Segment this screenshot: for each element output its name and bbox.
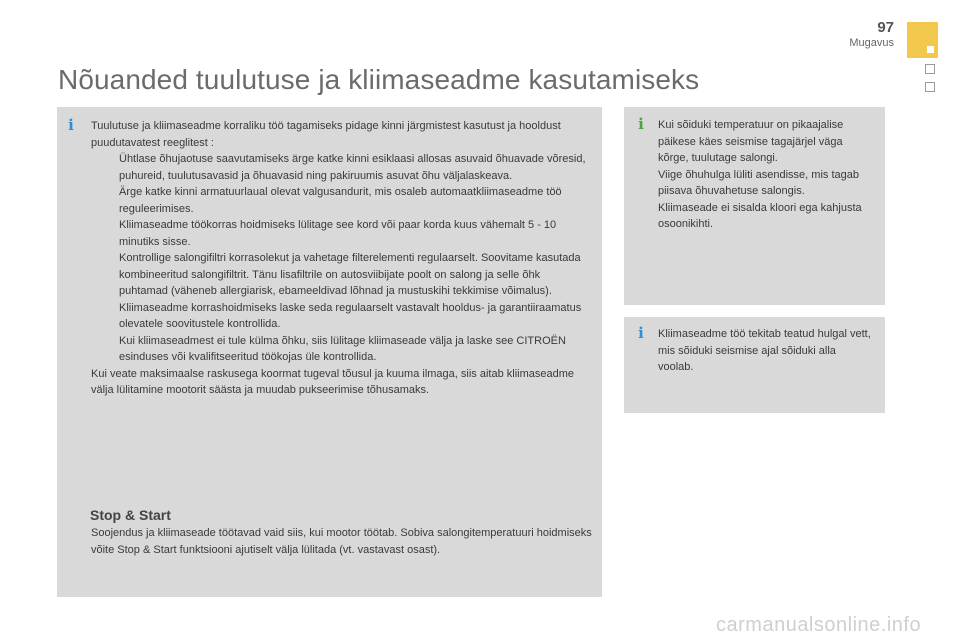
eco-info-icon: i — [638, 115, 644, 133]
main-closing: Kui veate maksimaalse raskusega koormat tugeval tõusul ja kuuma ilmaga, siis aitab kliimaseadme välja lülitamine mootorit säästa ja muudab pukseerimise tõhusamaks. — [91, 367, 575, 396]
list-item — [91, 300, 588, 333]
info-icon: i — [68, 116, 74, 134]
stop-start-heading: Stop & Start — [90, 507, 171, 523]
nav-square-icon — [925, 64, 935, 74]
bullet-text: Ühtlase õhujaotuse saavutamiseks ärge katke kinni esiklaasi allosas asuvaid õhuavade võresid, puhureid, tuulutusavasid ja õhuavasid ning pakiruumis asuvat õhu väljalaskeava. — [119, 153, 586, 182]
list-item — [91, 250, 588, 300]
water-info-panel — [624, 317, 885, 413]
bullet-text: Kui kliimaseadmest ei tule külma õhku, siis lülitage kliimaseade välja ja laske see CITROËN esinduses või kvalifitseeritud töökojas üle kontrollida. — [119, 334, 566, 363]
bullet-text: Ärge katke kinni armatuurlaual olevat valgusandurit, mis osaleb automaatkliimaseadme töö reguleerimises. — [119, 186, 562, 215]
section-label: Mugavus — [849, 37, 894, 49]
page-number: 97 — [877, 19, 894, 36]
water-info-text: Kliimaseadme töö tekitab teatud hulgal vett, mis sõiduki seismise ajal sõiduki alla voolab. — [658, 328, 871, 373]
eco-tip-text: Kui sõiduki temperatuur on pikaajalise päikese käes seismise tagajärjel väga kõrge, tuulutage salongi. Viige õhuhulga lüliti asendisse, mis tagab piisava õhuvahetuse salongis. Kliimaseade ei sisalda kloori ega kahjusta osoonikihti. — [658, 119, 862, 230]
list-item — [91, 217, 588, 250]
bullet-text: Kliimaseadme töökorras hoidmiseks lülitage see kord või paar korda kuus vähemalt 5 - 10 minutiks sisse. — [119, 219, 557, 248]
main-bullet-list — [91, 151, 588, 366]
nav-square-icon — [925, 82, 935, 92]
list-item — [91, 151, 588, 184]
main-info-panel — [57, 107, 602, 597]
info-icon: i — [638, 324, 644, 342]
stop-start-text: Soojendus ja kliimaseade töötavad vaid siis, kui mootor töötab. Sobiva salongitemperatuuri hoidmiseks võite Stop & Start funktsiooni ajutiselt välja lülitada (vt. vastavast osast). — [91, 527, 592, 556]
section-tab-mark — [927, 46, 934, 53]
section-tab — [907, 22, 938, 58]
list-item — [91, 333, 588, 366]
bullet-text: Kliimaseadme korrashoidmiseks laske seda regulaarselt vastavalt hooldus- ja garantiiraamatus olevatele soovitustele kontrollida. — [119, 301, 582, 330]
main-intro: Tuulutuse ja kliimaseadme korraliku töö tagamiseks pidage kinni järgmistest kasutust ja hooldust puudutavatest reeglitest : — [91, 120, 561, 149]
list-item — [91, 184, 588, 217]
eco-tip-panel — [624, 107, 885, 305]
watermark: carmanualsonline.info — [716, 614, 922, 636]
bullet-text: Kontrollige salongifiltri korrasolekut ja vahetage filterelementi regulaarselt. Soovitame kasutada kombineeritud salongifiltrit. Tänu lisafiltrile on autosviibijate poolt on salong ja selle õhk puhtamad (väheneb allergiarisk, ebameeldivad lõhnad ja mustuskihi tekkimise võimalus). — [119, 252, 581, 297]
page-title: Nõuanded tuulutuse ja kliimaseadme kasutamiseks — [58, 64, 700, 95]
